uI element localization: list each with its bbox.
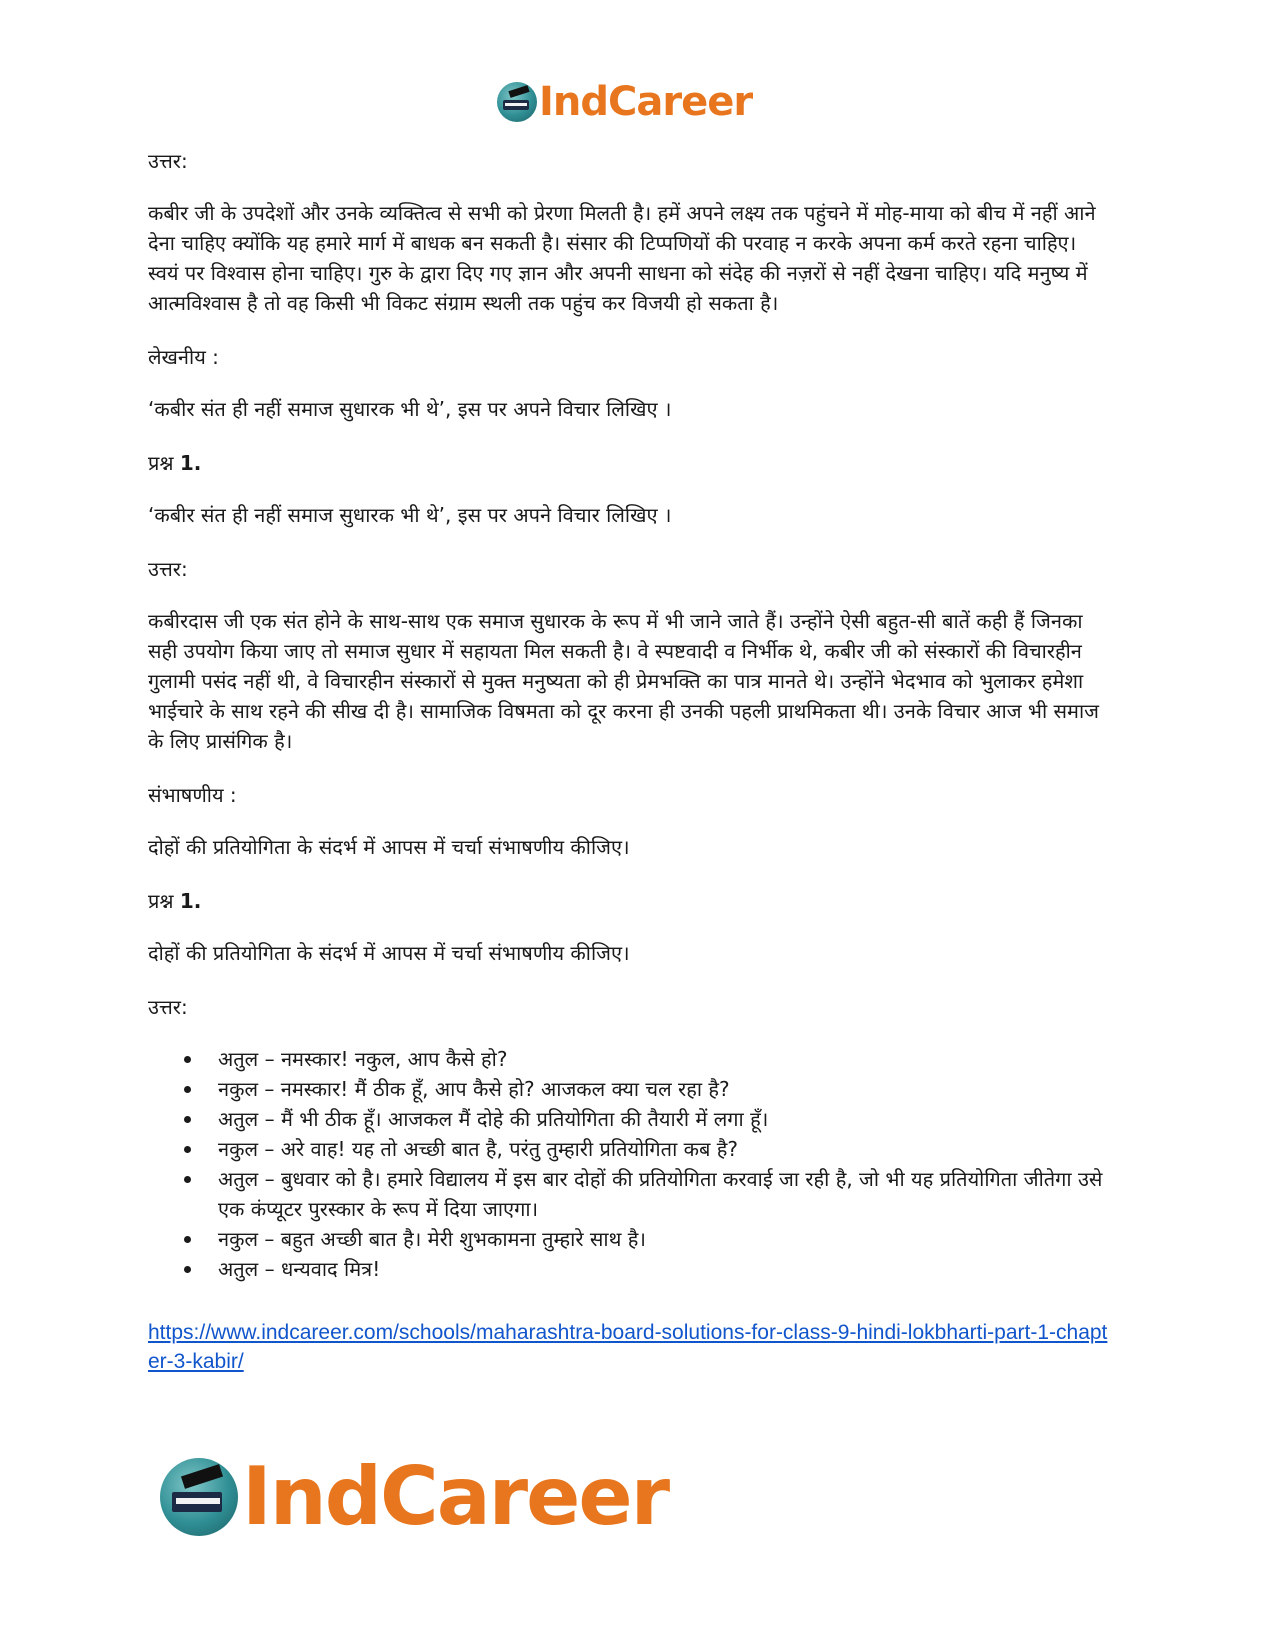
header-logo-text: IndCareer bbox=[539, 79, 753, 125]
header-logo bbox=[497, 80, 752, 124]
prompt-text: ‘कबीर संत ही नहीं समाज सुधारक भी थे’, इस पर अपने विचार लिखिए । bbox=[148, 397, 672, 421]
question-text: दोहों की प्रतियोगिता के संदर्भ में आपस में चर्चा संभाषणीय कीजिए। bbox=[148, 941, 630, 965]
dialog-list bbox=[148, 1044, 1113, 1284]
answer-label: उत्तर: bbox=[148, 557, 188, 581]
list-item: अतुल – मैं भी ठीक हूँ। आजकल मैं दोहे की प्रतियोगिता की तैयारी में लगा हूँ। bbox=[218, 1104, 1113, 1134]
question-label bbox=[148, 448, 1113, 478]
answer-paragraph: कबीरदास जी एक संत होने के साथ-साथ एक समाज सुधारक के रूप में भी जाने जाते हैं। उन्होंने ऐसी बहुत-सी बातें कही हैं जिनका सही उपयोग किया जाए तो समाज सुधार में सहायता मिल सकती है। वे स्पष्टवादी व निर्भीक थे, कबीर जी को संस्कारों की विचारहीन गुलामी पसंद नहीं थी, वे विचारहीन संस्कारों से मुक्त मनुष्यता को ही प्रेमभक्ति का पात्र मानते थे। उन्होंने भेदभाव को भुलाकर हमेशा भाईचारे के साथ रहने की सीख दी है। सामाजिक विषमता को दूर करना ही उनकी पहली प्राथमिकता थी। उनके विचार आज भी समाज के लिए प्रासंगिक है। bbox=[148, 609, 1099, 753]
list-item: अतुल – बुधवार को है। हमारे विद्यालय में इस बार दोहों की प्रतियोगिता करवाई जा रही है, जो भी यह प्रतियोगिता जीतेगा उसे एक कंप्यूटर पुरस्कार के रूप में दिया जाएगा। bbox=[218, 1164, 1113, 1224]
document-body bbox=[148, 146, 1113, 1376]
list-item: नकुल – बहुत अच्छी बात है। मेरी शुभकामना तुम्हारे साथ है। bbox=[218, 1224, 1113, 1254]
question-text: ‘कबीर संत ही नहीं समाज सुधारक भी थे’, इस पर अपने विचार लिखिए । bbox=[148, 503, 672, 527]
answer-paragraph: कबीर जी के उपदेशों और उनके व्यक्तित्व से सभी को प्रेरणा मिलती है। हमें अपने लक्ष्य तक पहुंचने में मोह-माया को बीच में नहीं आने देना चाहिए क्योंकि यह हमारे मार्ग में बाधक बन सकती है। संसार की टिप्पणियों की परवाह न करके अपना कर्म करते रहना चाहिए। स्वयं पर विश्वास होना चाहिए। गुरु के द्वारा दिए गए ज्ञान और अपनी साधना को संदेह की नज़रों से नहीं देखना चाहिए। यदि मनुष्य में आत्मविश्वास है तो वह किसी भी विकट संग्राम स्थली तक पहुंच कर विजयी हो सकता है। bbox=[148, 201, 1096, 315]
footer-logo bbox=[160, 1450, 669, 1543]
question-number: 1. bbox=[179, 451, 202, 475]
question-label bbox=[148, 886, 1113, 916]
prompt-text: दोहों की प्रतियोगिता के संदर्भ में आपस में चर्चा संभाषणीय कीजिए। bbox=[148, 835, 630, 859]
section-heading-sambhashaniya: संभाषणीय : bbox=[148, 783, 237, 807]
question-word: प्रश्न bbox=[148, 451, 174, 475]
list-item: अतुल – धन्यवाद मित्र! bbox=[218, 1254, 1113, 1284]
answer-label: उत्तर: bbox=[148, 149, 188, 173]
source-link[interactable]: https://www.indcareer.com/schools/maharashtra-board-solutions-for-class-9-hindi-lokbharti-part-1-chapter-3-kabir/ bbox=[148, 1321, 1108, 1373]
answer-label: उत्तर: bbox=[148, 995, 188, 1019]
footer-logo-text: IndCareer bbox=[242, 1450, 669, 1543]
list-item: नकुल – अरे वाह! यह तो अच्छी बात है, परंतु तुम्हारी प्रतियोगिता कब है? bbox=[218, 1134, 1113, 1164]
list-item: अतुल – नमस्कार! नकुल, आप कैसे हो? bbox=[218, 1044, 1113, 1074]
globe-book-icon bbox=[160, 1458, 238, 1536]
list-item: नकुल – नमस्कार! मैं ठीक हूँ, आप कैसे हो? आजकल क्या चल रहा है? bbox=[218, 1074, 1113, 1104]
globe-book-icon bbox=[497, 82, 537, 122]
question-number: 1. bbox=[179, 889, 202, 913]
question-word: प्रश्न bbox=[148, 889, 174, 913]
section-heading-likhaniya: लेखनीय : bbox=[148, 345, 219, 369]
